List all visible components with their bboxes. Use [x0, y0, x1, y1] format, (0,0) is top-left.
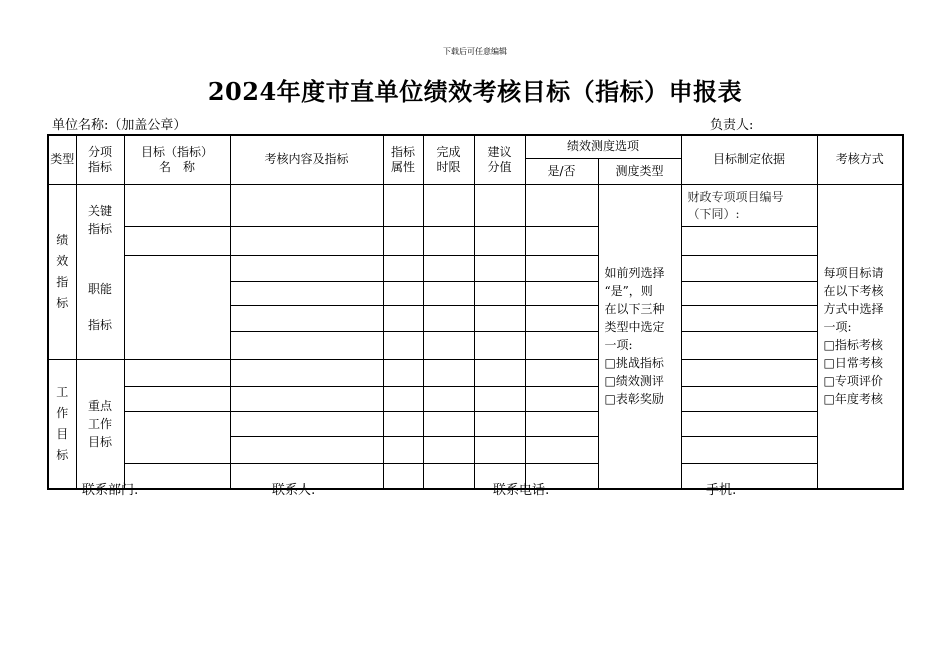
cell-score[interactable]	[474, 226, 525, 255]
cell-basis[interactable]	[681, 305, 817, 331]
group-performance-indicators: 绩 效 指 标	[48, 184, 76, 359]
cell-yes-no[interactable]	[525, 359, 598, 386]
method-special-checkbox[interactable]: □专项评价	[823, 374, 883, 389]
cell-deadline[interactable]	[423, 411, 474, 436]
method-daily-checkbox[interactable]: □日常考核	[823, 356, 883, 371]
header-yes-no: 是/否	[525, 158, 598, 184]
cell-yes-no[interactable]	[525, 226, 598, 255]
sub-focus-work-targets: 重点 工作 目标	[76, 359, 124, 489]
assessment-method-note: 每项目标请 在以下考核 方式中选择 一项: □指标考核 □日常考核 □专项评价 □年度考核	[817, 184, 903, 489]
cell-yes-no[interactable]	[525, 331, 598, 359]
cell-attribute[interactable]	[383, 411, 423, 436]
header-note: 下载后可任意编辑	[443, 47, 507, 56]
cell-score[interactable]	[474, 305, 525, 331]
cell-score[interactable]	[474, 386, 525, 411]
cell-deadline[interactable]	[423, 386, 474, 411]
cell-basis[interactable]	[681, 386, 817, 411]
method-annual-checkbox[interactable]: □年度考核	[823, 392, 883, 407]
cell-attribute[interactable]	[383, 281, 423, 305]
cell-yes-no[interactable]	[525, 436, 598, 463]
cell-content[interactable]	[230, 411, 383, 436]
cell-content[interactable]	[230, 359, 383, 386]
cell-content[interactable]	[230, 305, 383, 331]
option-evaluation-checkbox[interactable]: □绩效测评	[604, 374, 664, 389]
cell-target-name[interactable]	[124, 359, 230, 386]
option-challenge-checkbox[interactable]: □挑战指标	[604, 356, 664, 371]
header-measure-type: 测度类型	[598, 158, 681, 184]
basis-project-number-note[interactable]: 财政专项项目编号 （下同）:	[681, 184, 817, 226]
cell-deadline[interactable]	[423, 436, 474, 463]
cell-target-name[interactable]	[124, 463, 230, 489]
cell-basis[interactable]	[681, 463, 817, 489]
cell-basis[interactable]	[681, 331, 817, 359]
sub-key-indicators: 关键 指标	[76, 184, 124, 255]
cell-basis[interactable]	[681, 411, 817, 436]
cell-basis[interactable]	[681, 359, 817, 386]
cell-attribute[interactable]	[383, 436, 423, 463]
cell-basis[interactable]	[681, 436, 817, 463]
footer-mobile: 手机:	[706, 483, 737, 498]
header-deadline: 完成 时限	[423, 135, 474, 184]
cell-basis[interactable]	[681, 226, 817, 255]
cell-attribute[interactable]	[383, 386, 423, 411]
cell-yes-no[interactable]	[525, 411, 598, 436]
cell-deadline[interactable]	[423, 281, 474, 305]
cell-content[interactable]	[230, 436, 383, 463]
cell-deadline[interactable]	[423, 463, 474, 489]
cell-target-name[interactable]	[124, 386, 230, 411]
cell-attribute[interactable]	[383, 184, 423, 226]
cell-attribute[interactable]	[383, 305, 423, 331]
application-table	[47, 134, 904, 490]
cell-score[interactable]	[474, 436, 525, 463]
header-attribute: 指标 属性	[383, 135, 423, 184]
cell-deadline[interactable]	[423, 331, 474, 359]
cell-score[interactable]	[474, 359, 525, 386]
cell-yes-no[interactable]	[525, 305, 598, 331]
cell-basis[interactable]	[681, 281, 817, 305]
cell-attribute[interactable]	[383, 255, 423, 281]
cell-target-name[interactable]	[124, 411, 230, 463]
cell-basis[interactable]	[681, 255, 817, 281]
cell-score[interactable]	[474, 184, 525, 226]
cell-attribute[interactable]	[383, 226, 423, 255]
cell-score[interactable]	[474, 281, 525, 305]
header-target-name: 目标（指标） 名 称	[124, 135, 230, 184]
footer-contact-person: 联系人:	[272, 483, 316, 498]
page-title: 2024年度市直单位绩效考核目标（指标）申报表	[207, 77, 743, 106]
cell-content[interactable]	[230, 331, 383, 359]
option-reward-checkbox[interactable]: □表彰奖励	[604, 392, 664, 407]
cell-target-name[interactable]	[124, 255, 230, 359]
cell-yes-no[interactable]	[525, 255, 598, 281]
header-measure-options: 绩效测度选项	[525, 135, 681, 158]
method-indicator-checkbox[interactable]: □指标考核	[823, 338, 883, 353]
header-method: 考核方式	[817, 135, 903, 184]
cell-deadline[interactable]	[423, 359, 474, 386]
header-content: 考核内容及指标	[230, 135, 383, 184]
unit-name-label: 单位名称:（加盖公章）	[52, 118, 187, 133]
cell-yes-no[interactable]	[525, 386, 598, 411]
cell-content[interactable]	[230, 281, 383, 305]
header-sub-index: 分项 指标	[76, 135, 124, 184]
cell-attribute[interactable]	[383, 359, 423, 386]
cell-yes-no[interactable]	[525, 184, 598, 226]
cell-content[interactable]	[230, 386, 383, 411]
cell-target-name[interactable]	[124, 184, 230, 226]
footer-contact-phone: 联系电话:	[493, 483, 550, 498]
cell-score[interactable]	[474, 255, 525, 281]
cell-deadline[interactable]	[423, 305, 474, 331]
cell-attribute[interactable]	[383, 331, 423, 359]
cell-attribute[interactable]	[383, 463, 423, 489]
cell-deadline[interactable]	[423, 255, 474, 281]
group-work-targets: 工 作 目 标	[48, 359, 76, 489]
cell-yes-no[interactable]	[525, 281, 598, 305]
responsible-person-label: 负责人:	[710, 118, 754, 133]
cell-content[interactable]	[230, 184, 383, 226]
cell-deadline[interactable]	[423, 184, 474, 226]
cell-content[interactable]	[230, 255, 383, 281]
cell-score[interactable]	[474, 411, 525, 436]
footer-contact-department: 联系部门:	[82, 483, 139, 498]
cell-score[interactable]	[474, 331, 525, 359]
cell-target-name[interactable]	[124, 226, 230, 255]
header-type: 类型	[48, 135, 76, 184]
sub-functional-indicators: 职能 指标	[76, 255, 124, 359]
header-score: 建议 分值	[474, 135, 525, 184]
cell-deadline[interactable]	[423, 226, 474, 255]
cell-content[interactable]	[230, 226, 383, 255]
measure-type-note: 如前列选择 “是”，则 在以下三种 类型中选定 一项: □挑战指标 □绩效测评 □表彰奖励	[598, 184, 681, 489]
header-basis: 目标制定依据	[681, 135, 817, 184]
